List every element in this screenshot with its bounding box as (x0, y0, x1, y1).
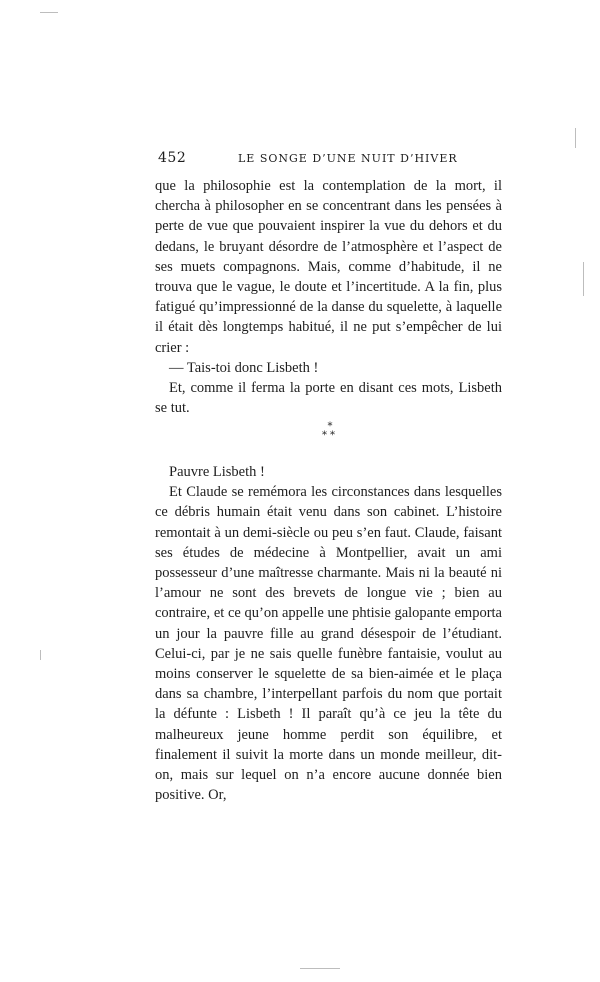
scan-mark (40, 12, 58, 13)
paragraph: — Tais-toi donc Lisbeth ! (169, 359, 319, 376)
separator-top: * (327, 421, 333, 432)
paragraph: Et, comme il ferma la porte en disant ces mots, Lisbeth se tut. (155, 380, 502, 417)
scan-mark (300, 968, 340, 969)
scan-mark (575, 128, 576, 148)
separator-bottom: ** (322, 430, 338, 441)
page-number: 452 (158, 150, 187, 166)
scan-mark (583, 262, 584, 296)
running-title: LE SONGE D’UNE NUIT D’HIVER (238, 152, 458, 165)
section-separator (310, 423, 350, 447)
paragraph: Et Claude se remémora les circonstances dans lesquelles ce débris humain était venu dans son cabinet. L’histoire remontait à un demi-siècle ou peu s’en faut. Claude, faisant ses études de médecine à Montpellier, avait un ami possesseur d’une maîtresse charmante. Mais ni la beauté ni l’amour ne sont des brevets de longue vie ; bien au contraire, et ce qu’on appelle une phtisie galopante emporta un jour la pauvre fille au grand désespoir de l’étudiant. Celui-ci, par je ne sais quelle funèbre fantaisie, voulut au moins conserver le squelette de sa bien-aimée et le plaça dans sa chambre, l’interpellant parfois du nom que portait la défunte : Lisbeth ! Il paraît qu’à ce jeu la tête du malheureux jeune homme perdit son équilibre, et finalement il suivit la morte dans un monde meilleur, dit-on, mais sur lequel on n’a encore aucune donnée bien positive. Or, (155, 484, 502, 804)
paragraph: que la philosophie est la contemplation de la mort, il chercha à philosopher en se concentrant dans les pensées à perte de vue que pouvaient inspirer la vue du dehors et du dedans, le bruyant désordre de l’atmosphère et l’aspect de ses muets compagnons. Mais, comme d’habitude, il ne trouva que le vague, le doute et l’incertitude. A la fin, plus fatigué qu’impressionné de la danse du squelette, à laquelle il était dès longtemps habitué, il ne put s’empêcher de lui crier : (155, 178, 502, 356)
scan-mark (40, 650, 41, 660)
paragraph: Pauvre Lisbeth ! (169, 464, 265, 480)
text-block-2 (155, 462, 502, 805)
page-header (158, 150, 504, 170)
text-block-1 (155, 176, 502, 418)
